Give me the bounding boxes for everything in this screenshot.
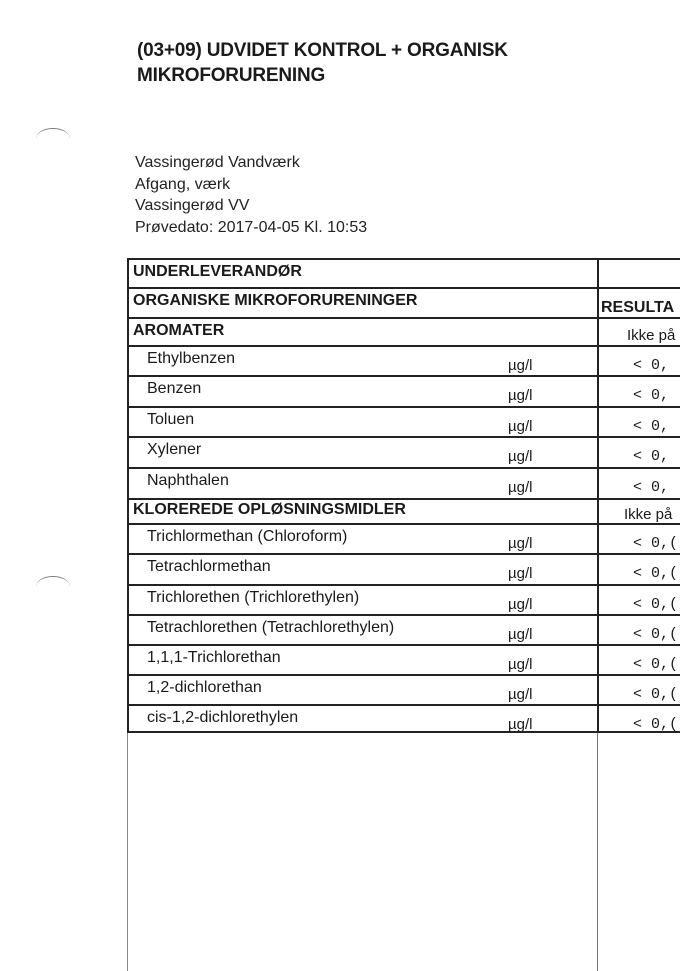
info-sample-date: Prøvedato: 2017-04-05 Kl. 10:53 — [135, 218, 368, 236]
parameter-result: < 0,( — [633, 686, 679, 703]
section-label: AROMATER — [133, 322, 225, 339]
section-note: Ikke på — [627, 327, 676, 344]
parameter-unit: µg/l — [508, 686, 533, 703]
sample-info — [135, 152, 367, 238]
parameter-result: < 0,( — [633, 596, 679, 613]
parameter-result: < 0, — [633, 387, 670, 404]
table-row — [127, 644, 680, 674]
table-row — [127, 553, 680, 584]
parameter-result: < 0, — [633, 357, 670, 374]
parameter-result: < 0, — [633, 418, 670, 435]
parameter-unit: µg/l — [508, 565, 533, 582]
parameter-name: Tetrachlormethan — [147, 558, 271, 575]
parameter-result: < 0,( — [633, 565, 679, 582]
table-row — [127, 704, 680, 733]
section-header-row — [127, 317, 680, 345]
parameter-result: < 0,( — [633, 716, 679, 733]
section-header-row — [127, 498, 680, 523]
title-line-2: MIKROFORURENING — [137, 65, 326, 86]
parameter-result: < 0,( — [633, 626, 679, 643]
table-row — [127, 375, 680, 406]
parameter-result: < 0, — [633, 448, 670, 465]
parameter-name: Trichlorethen (Trichlorethylen) — [147, 589, 360, 606]
parameter-name: Ethylbenzen — [147, 350, 236, 367]
parameter-name: 1,1,1-Trichlorethan — [147, 649, 281, 666]
parameter-result: < 0, — [633, 479, 670, 496]
parameter-name: Toluen — [147, 411, 195, 428]
title-line-1: (03+09) UDVIDET KONTROL + ORGANISK — [137, 40, 508, 61]
parameter-result: < 0,( — [633, 535, 679, 552]
parameter-unit: µg/l — [508, 418, 533, 435]
info-plant: Vassingerød VV — [135, 197, 250, 214]
group-label: ORGANISKE MIKROFORURENINGER — [133, 292, 418, 309]
info-waterworks: Vassingerød Vandværk — [135, 154, 300, 171]
punch-hole-mark — [36, 128, 70, 149]
subcontractor-row — [127, 258, 680, 287]
table-row — [127, 436, 680, 467]
parameter-name: cis-1,2-dichlorethylen — [147, 709, 299, 726]
parameter-unit: µg/l — [508, 387, 533, 404]
table-row — [127, 406, 680, 436]
parameter-name: Trichlormethan (Chloroform) — [147, 528, 348, 545]
subcontractor-label: UNDERLEVERANDØR — [133, 263, 302, 280]
results-table — [127, 258, 680, 971]
result-header: RESULTA — [601, 299, 675, 316]
table-row — [127, 467, 680, 498]
parameter-unit: µg/l — [508, 357, 533, 374]
section-label: KLOREREDE OPLØSNINGSMIDLER — [133, 501, 406, 518]
table-row — [127, 523, 680, 553]
table-row — [127, 345, 680, 375]
section-note: Ikke på — [624, 506, 673, 523]
table-row — [127, 584, 680, 614]
parameter-name: Tetrachlorethen (Tetrachlorethylen) — [147, 619, 395, 636]
parameter-unit: µg/l — [508, 479, 533, 496]
parameter-unit: µg/l — [508, 716, 533, 733]
table-bottom-border — [127, 731, 680, 733]
parameter-unit: µg/l — [508, 596, 533, 613]
table-row — [127, 614, 680, 644]
document-title — [137, 38, 637, 88]
parameter-unit: µg/l — [508, 448, 533, 465]
parameter-name: Naphthalen — [147, 472, 229, 489]
parameter-unit: µg/l — [508, 656, 533, 673]
group-header-row — [127, 287, 680, 317]
punch-hole-mark — [36, 576, 70, 597]
parameter-name: Xylener — [147, 441, 202, 458]
parameter-name: 1,2-dichlorethan — [147, 679, 262, 696]
parameter-unit: µg/l — [508, 626, 533, 643]
parameter-name: Benzen — [147, 380, 202, 397]
parameter-result: < 0,( — [633, 656, 679, 673]
info-sampling-point: Afgang, værk — [135, 175, 231, 193]
table-row — [127, 674, 680, 704]
parameter-unit: µg/l — [508, 535, 533, 552]
